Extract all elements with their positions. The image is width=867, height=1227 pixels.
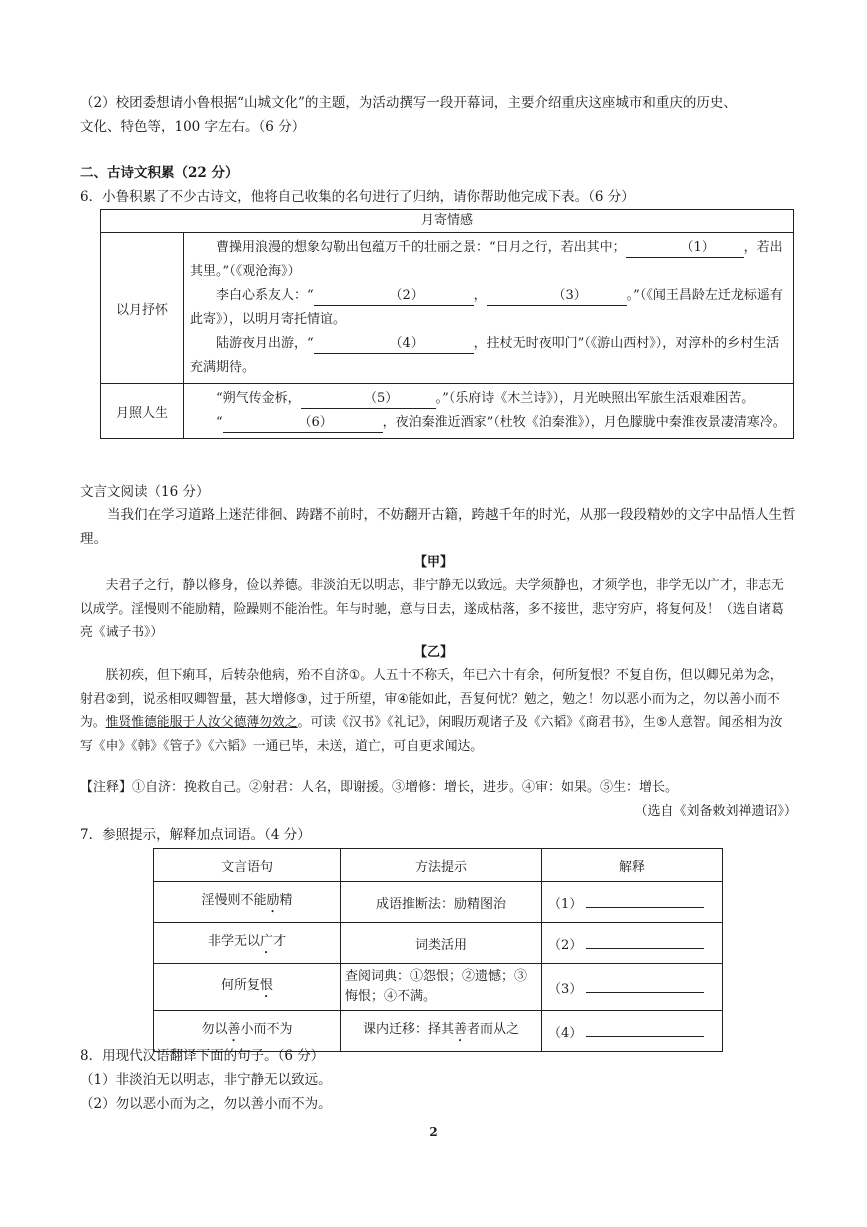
q5-2-line2: 文化、特色等，100 字左右。（6 分） bbox=[80, 119, 306, 135]
table-cell bbox=[184, 384, 794, 439]
source: （选自《刘备敕刘禅遗诏》） bbox=[634, 804, 797, 819]
text: ，夜泊秦淮近酒家”（杜牧《泊秦淮》），月色朦胧中秦淮夜景凄清寒冷。 bbox=[382, 415, 786, 430]
answer-cell[interactable]: （1） bbox=[542, 882, 723, 923]
text: 朕初疾，但下痢耳，后转杂他病，殆不自济①。人五十不称夭，年已六十有余，何所复恨？不复自伤，但以卿兄弟为念，射君②到，说丞相叹卿智量，甚大增修③，过于所望，审④能如此，吾复何忧？勉之，勉之！勿以恶小而为之，勿以善小而不为。 bbox=[80, 668, 783, 730]
question-7: 7．参照提示，解释加点词语。（4 分） bbox=[80, 827, 311, 843]
question-6: 6．小鲁积累了不少古诗文，他将自己收集的名句进行了归纳，请你帮助他完成下表。（6 分） bbox=[80, 189, 635, 205]
answer-cell[interactable]: （3） bbox=[542, 964, 723, 1011]
sentence-cell: 淫慢则不能励精 bbox=[154, 882, 341, 923]
text: ，拄杖无时夜叩门”（《游山西村》），对淳朴的乡村生活充满期待。 bbox=[190, 336, 780, 375]
table-header: 月寄情感 bbox=[101, 210, 794, 233]
reading-title: 文言文阅读（16 分） bbox=[80, 484, 210, 500]
answer-cell[interactable]: （2） bbox=[542, 923, 723, 964]
underlined-sentence: 惟贤惟德能服于人汝父德薄勿效之 bbox=[105, 715, 298, 730]
text: 李白心系友人：“ bbox=[216, 288, 314, 303]
hint-cell: 词类活用 bbox=[341, 923, 542, 964]
table-cell bbox=[184, 233, 794, 384]
vocab-table bbox=[153, 848, 723, 1052]
hint-cell: 课内迁移：择其善者而从之 bbox=[341, 1011, 542, 1052]
row-label: 以月抒怀 bbox=[101, 233, 184, 384]
yi-passage bbox=[80, 664, 792, 758]
yi-title: 【乙】 bbox=[413, 645, 453, 660]
reading-intro: 当我们在学习道路上迷茫徘徊、踌躇不前时，不妨翻开古籍，跨越千年的时光，从那一段段精妙的文字中品悟人生哲理。 bbox=[80, 507, 796, 547]
text: 。”（《闻王昌龄左迁龙标遥有此寄》），以明月寄托情谊。 bbox=[190, 288, 783, 327]
answer-blank[interactable]: （1） bbox=[626, 239, 744, 258]
answer-blank[interactable]: （6） bbox=[223, 414, 383, 433]
q8-sentence-2: （2）勿以恶小而为之，勿以善小而不为。 bbox=[80, 1096, 332, 1112]
annotation: 【注释】①自济：挽救自己。②射君：人名，即谢援。③增修：增长，进步。④审：如果。⑤生：增长。 bbox=[80, 780, 679, 795]
col-header: 方法提示 bbox=[341, 849, 542, 882]
row-label: 月照人生 bbox=[101, 384, 184, 439]
answer-blank[interactable]: （4） bbox=[314, 335, 474, 354]
section-title: 二、古诗文积累（22 分） bbox=[80, 165, 239, 181]
poetry-table bbox=[100, 209, 794, 439]
col-header: 文言语句 bbox=[154, 849, 341, 882]
jia-title: 【甲】 bbox=[413, 555, 453, 570]
q8-sentence-1: （1）非淡泊无以明志，非宁静无以致远。 bbox=[80, 1072, 332, 1088]
jia-passage: 夫君子之行，静以修身，俭以养德。非淡泊无以明志，非宁静无以致远。夫学须静也，才须学也，非学无以广才，非志无以成学。淫慢则不能励精，险躁则不能治性。年与时驰，意与日去，遂成枯落，多不接世，悲守穷庐，将复何及！（选自诸葛亮《诫子书》） bbox=[80, 578, 784, 640]
sentence-cell: 勿以善小而不为 bbox=[154, 1011, 341, 1052]
text: ， bbox=[473, 288, 487, 303]
answer-cell[interactable]: （4） bbox=[542, 1011, 723, 1052]
text: ，若出其里。”（《观沧海》） bbox=[190, 240, 783, 279]
sentence-cell: 非学无以广才 bbox=[154, 923, 341, 964]
answer-blank[interactable]: （2） bbox=[314, 287, 474, 306]
text: “ bbox=[216, 415, 223, 430]
page-number: 2 bbox=[429, 1125, 438, 1139]
text: “朔气传金柝， bbox=[216, 391, 301, 406]
sentence-cell: 何所复恨 bbox=[154, 964, 341, 1011]
text: 。可读《汉书》《礼记》，闲暇历观诸子及《六韬》《商君书》，生⑤人意智。闻丞相为汝写《申》《韩》《管子》《六韬》一通已毕，未送，道亡，可自更求闻达。 bbox=[80, 715, 783, 754]
text: 曹操用浪漫的想象勾勒出包蕴万千的壮丽之景：“日月之行，若出其中； bbox=[216, 240, 626, 255]
hint-cell: 查阅词典：①怨恨；②遗憾；③悔恨；④不满。 bbox=[341, 964, 542, 1011]
answer-blank[interactable]: （3） bbox=[487, 287, 627, 306]
q5-2-line1: （2）校团委想请小鲁根据“山城文化”的主题，为活动撰写一段开幕词，主要介绍重庆这座城市和重庆的历史、 bbox=[80, 95, 737, 111]
text: 。”（乐府诗《木兰诗》），月光映照出军旅生活艰难困苦。 bbox=[435, 391, 755, 406]
text: 陆游夜月出游，“ bbox=[216, 336, 314, 351]
question-8: 8．用现代汉语翻译下面的句子。（6 分） bbox=[80, 1048, 325, 1064]
answer-blank[interactable]: （5） bbox=[301, 390, 436, 409]
hint-cell: 成语推断法：励精图治 bbox=[341, 882, 542, 923]
col-header: 解释 bbox=[542, 849, 723, 882]
